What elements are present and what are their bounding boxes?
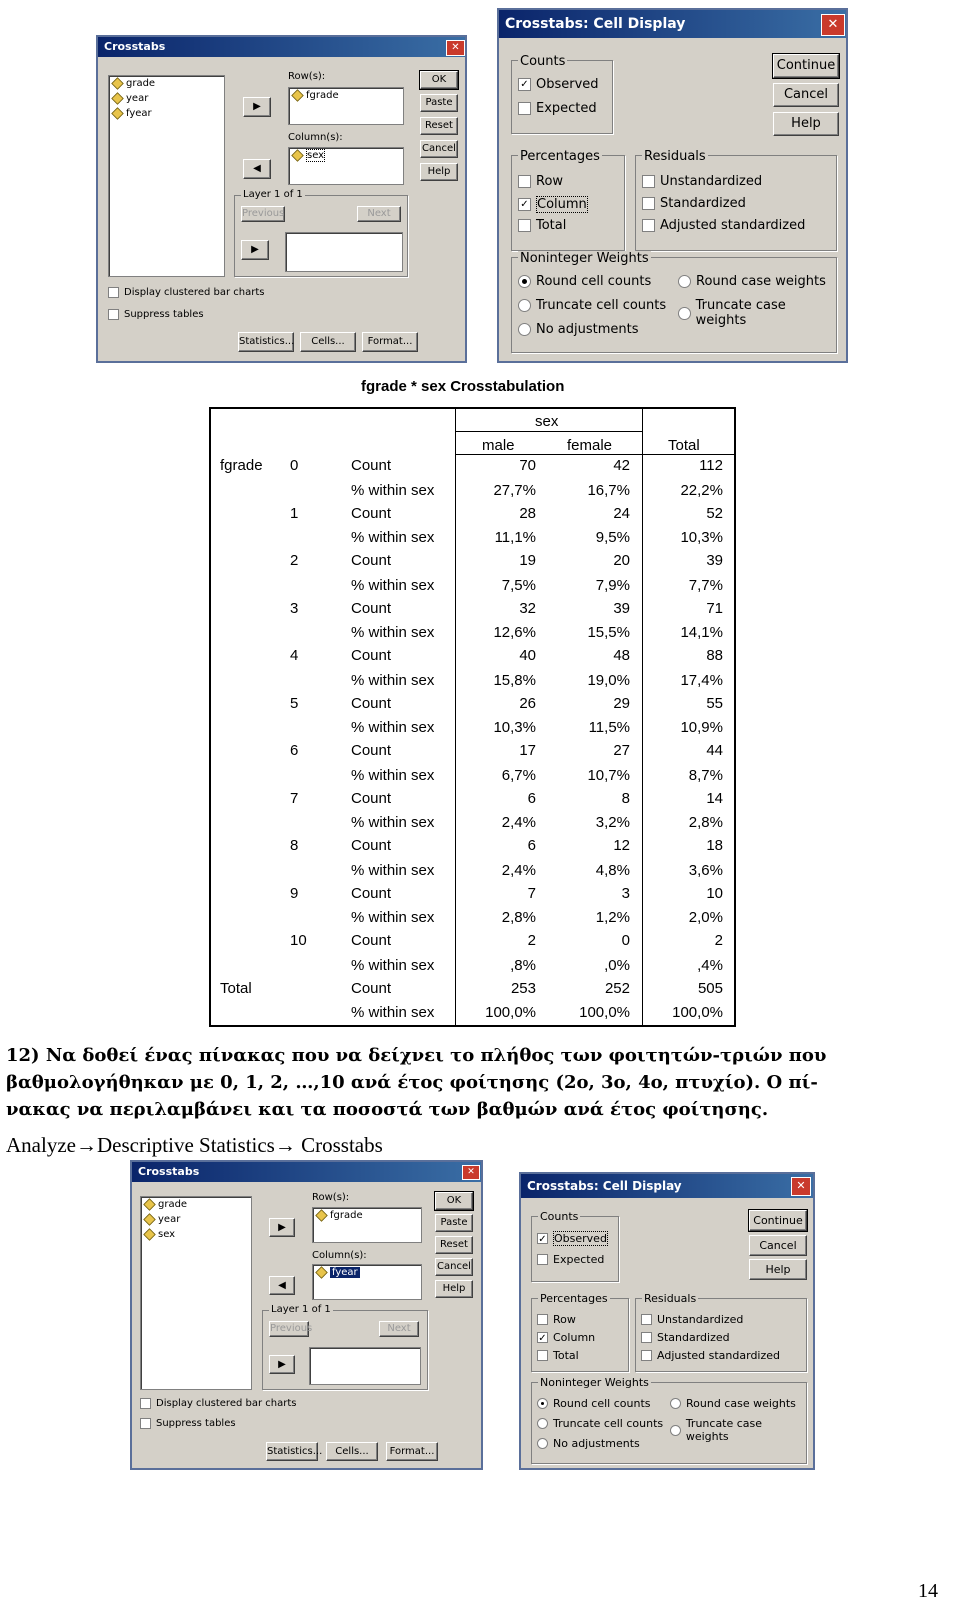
dialog-title: Crosstabs: Cell Display: [499, 10, 846, 38]
column-field[interactable]: [312, 1264, 422, 1300]
counts-group: Counts ✓ Observed Expected: [511, 60, 613, 134]
pct-cell: 7,7%: [688, 576, 723, 594]
count-cell: 14: [706, 789, 723, 807]
truncate-case-radio[interactable]: Truncate case weights: [670, 1417, 806, 1443]
count-cell: 55: [706, 694, 723, 712]
radio-dot[interactable]: [537, 1418, 548, 1429]
column-checkbox[interactable]: ✓ Column: [518, 196, 588, 213]
pct-cell: 16,7%: [587, 481, 630, 499]
variable-icon: [315, 1209, 327, 1221]
checkbox-box[interactable]: ✓: [538, 1234, 547, 1245]
grade-label: 7: [290, 789, 299, 807]
arrow-icon: →: [75, 1133, 97, 1157]
list-item[interactable]: grade: [141, 1197, 251, 1212]
round-cell-radio[interactable]: Round cell counts: [537, 1397, 651, 1410]
standardized-checkbox[interactable]: Standardized: [642, 196, 746, 211]
count-cell: 3: [621, 884, 630, 902]
pct-cell: 10,3%: [680, 529, 723, 547]
cancel-button[interactable]: Cancel: [749, 1235, 807, 1256]
no-adjustments-radio[interactable]: No adjustments: [518, 322, 639, 337]
cancel-button[interactable]: Cancel: [773, 83, 839, 107]
checkbox-box[interactable]: [140, 1398, 151, 1409]
round-cell-radio[interactable]: Round cell counts: [518, 274, 651, 289]
checkbox-box[interactable]: [641, 1332, 652, 1343]
residuals-group: Residuals Unstandardized Standardized Adjusted standardized: [635, 1298, 807, 1372]
variable-icon: [143, 1228, 155, 1240]
cancel-button[interactable]: Cancel: [420, 140, 458, 158]
pct-cell: 3,6%: [688, 861, 723, 879]
count-label: Count: [351, 694, 392, 712]
pct-cell: 11,5%: [588, 719, 630, 737]
suppress-tables-checkbox[interactable]: Suppress tables: [108, 309, 204, 320]
radio-dot[interactable]: [670, 1398, 681, 1409]
count-cell: 20: [613, 552, 630, 569]
truncate-case-radio[interactable]: Truncate case weights: [678, 298, 836, 328]
column-field[interactable]: [288, 147, 404, 185]
counts-group: Counts ✓ Observed Expected: [531, 1216, 619, 1282]
count-cell: 24: [613, 504, 630, 522]
pct-cell: 10,3%: [493, 719, 536, 737]
columns-label: Column(s):: [288, 132, 343, 143]
close-icon[interactable]: ✕: [821, 14, 845, 36]
count-cell: 32: [519, 599, 536, 617]
statistics-button[interactable]: Statistics...: [238, 332, 294, 352]
count-label: Count: [351, 599, 392, 617]
count-label: Count: [351, 932, 392, 949]
total-checkbox[interactable]: Total: [537, 1349, 579, 1362]
pct-cell: 100,0%: [672, 1004, 723, 1022]
help-button[interactable]: Help: [435, 1280, 473, 1298]
variable-list[interactable]: [140, 1196, 252, 1390]
pct-label: % within sex: [351, 624, 435, 642]
count-label: Count: [351, 647, 392, 664]
help-button[interactable]: Help: [420, 163, 458, 181]
move-row-button[interactable]: ▶: [243, 97, 271, 117]
checkbox-box[interactable]: [642, 175, 655, 188]
pct-label: % within sex: [351, 956, 435, 974]
count-cell: 0: [621, 932, 630, 949]
total-row-label: Total: [220, 979, 252, 997]
checkbox-box[interactable]: ✓: [538, 1333, 547, 1344]
checkbox-box[interactable]: [642, 219, 655, 232]
pct-cell: 2,4%: [501, 861, 536, 879]
paste-button[interactable]: Paste: [420, 94, 458, 112]
move-col-button[interactable]: ◀: [243, 159, 271, 179]
truncate-cell-radio[interactable]: Truncate cell counts: [518, 298, 666, 313]
grade-label: 4: [290, 647, 299, 664]
previous-button[interactable]: Previous: [241, 206, 285, 222]
pct-cell: ,8%: [510, 956, 536, 974]
pct-cell: ,0%: [604, 956, 630, 974]
round-case-radio[interactable]: Round case weights: [678, 274, 826, 289]
radio-dot[interactable]: [670, 1425, 681, 1436]
list-item[interactable]: fgrade: [313, 1208, 421, 1223]
pct-label: % within sex: [351, 766, 435, 784]
checkbox-box[interactable]: [642, 197, 655, 210]
exercise-line: νακας να περιλαμβάνει και τα ποσοστά των βαθμών ανά έτος φοίτησης.: [6, 1099, 769, 1120]
clustered-bar-checkbox[interactable]: Display clustered bar charts: [108, 287, 264, 298]
adjusted-standardized-checkbox[interactable]: Adjusted standardized: [641, 1349, 780, 1362]
variable-icon: [291, 89, 303, 101]
pct-cell: 11,1%: [494, 529, 536, 547]
pct-label: % within sex: [351, 576, 435, 594]
radio-dot[interactable]: [518, 323, 531, 336]
exercise-line: βαθμολογήθηκαν με 0, 1, 2, …,10 ανά έτος φοίτησης (2ο, 3ο, 4ο, πτυχίο). Ο πί-: [6, 1072, 818, 1093]
grade-label: 2: [290, 552, 299, 569]
count-cell: 17: [519, 742, 536, 759]
list-item[interactable]: sex: [289, 148, 403, 163]
pct-cell: 7,9%: [595, 576, 630, 594]
total-checkbox[interactable]: Total: [518, 218, 566, 233]
pct-cell: 2,0%: [688, 909, 723, 927]
variable-list[interactable]: [108, 75, 225, 277]
radio-dot[interactable]: [537, 1438, 548, 1449]
count-cell: 88: [706, 647, 723, 664]
expected-checkbox[interactable]: Expected: [537, 1253, 604, 1266]
cancel-button[interactable]: Cancel: [435, 1258, 473, 1276]
pct-label: % within sex: [351, 481, 435, 499]
columns-label: Column(s):: [312, 1250, 367, 1261]
count-label: Count: [351, 504, 392, 522]
count-cell: 39: [706, 552, 723, 569]
grade-label: 1: [290, 504, 299, 522]
count-cell: 44: [706, 742, 723, 759]
reset-button[interactable]: Reset: [420, 117, 458, 135]
table-title: fgrade * sex Crosstabulation: [361, 378, 565, 395]
pct-cell: 17,4%: [680, 671, 723, 689]
pct-cell: 6,7%: [501, 766, 536, 784]
pct-cell: 2,4%: [501, 814, 536, 832]
variable-icon: [111, 92, 123, 104]
count-cell: 7: [527, 884, 536, 902]
layer-group: Layer 1 of 1 Previous Next ▶: [234, 195, 408, 277]
truncate-cell-radio[interactable]: Truncate cell counts: [537, 1417, 663, 1430]
dialog-title: Crosstabs: [98, 37, 465, 57]
count-cell: 70: [519, 457, 536, 474]
grade-label: 0: [290, 457, 299, 474]
pct-cell: 27,7%: [493, 481, 536, 499]
count-cell: 2: [714, 932, 723, 949]
list-item[interactable]: year: [141, 1212, 251, 1227]
total-header: Total: [668, 437, 700, 454]
previous-button[interactable]: Previous: [269, 1321, 309, 1337]
residuals-group: Residuals Unstandardized Standardized Adjusted standardized: [635, 155, 837, 251]
ok-button[interactable]: OK: [420, 71, 458, 89]
list-item[interactable]: fyear: [313, 1265, 421, 1280]
count-label: Count: [351, 457, 392, 474]
pct-cell: ,4%: [697, 956, 723, 974]
adjusted-standardized-checkbox[interactable]: Adjusted standardized: [642, 218, 805, 233]
percentages-group: Percentages Row ✓ Column Total: [511, 155, 625, 251]
list-item[interactable]: grade: [109, 76, 224, 91]
row-field[interactable]: [312, 1207, 422, 1243]
pct-label: % within sex: [351, 1004, 435, 1022]
dialog-title: Crosstabs: Cell Display: [521, 1174, 813, 1198]
variable-icon: [111, 77, 123, 89]
percentages-group: Percentages Row ✓ Column Total: [531, 1298, 629, 1372]
crosstab-table: [209, 407, 736, 1027]
row-checkbox[interactable]: Row: [518, 174, 563, 189]
format-button[interactable]: Format...: [386, 1442, 438, 1461]
female-header: female: [567, 437, 613, 454]
layer-field[interactable]: [309, 1347, 421, 1385]
paste-button[interactable]: Paste: [435, 1214, 473, 1232]
pct-cell: 10,7%: [587, 766, 630, 784]
count-cell: 10: [706, 884, 723, 902]
count-cell: 27: [613, 742, 630, 759]
count-cell: 505: [697, 979, 723, 997]
grade-label: 5: [290, 694, 299, 712]
pct-cell: 2,8%: [688, 814, 723, 832]
checkbox-box[interactable]: [518, 219, 531, 232]
cell-display-dialog: [497, 8, 848, 363]
checkbox-box[interactable]: [518, 175, 531, 188]
next-button[interactable]: Next: [357, 206, 401, 222]
count-cell: 52: [706, 504, 723, 522]
help-button[interactable]: Help: [773, 112, 839, 136]
count-cell: 8: [621, 789, 630, 807]
checkbox-box[interactable]: [537, 1350, 548, 1361]
count-cell: 6: [527, 789, 536, 807]
noninteger-weights-group: Noninteger Weights Round cell counts Round case weights Truncate cell counts Truncate case weights No adjustments: [511, 257, 837, 353]
count-cell: 28: [519, 504, 536, 522]
close-icon[interactable]: ✕: [462, 1165, 480, 1180]
count-cell: 40: [519, 647, 536, 664]
count-cell: 2: [527, 932, 536, 949]
close-icon[interactable]: ✕: [446, 40, 465, 56]
pct-cell: 8,7%: [688, 766, 723, 784]
radio-dot[interactable]: [518, 275, 531, 288]
pct-label: % within sex: [351, 671, 435, 689]
grade-label: 6: [290, 742, 299, 759]
statistics-button[interactable]: Statistics...: [266, 1442, 318, 1461]
pct-label: % within sex: [351, 719, 435, 737]
dialog-title: Crosstabs: [132, 1162, 481, 1182]
radio-dot[interactable]: [537, 1398, 548, 1409]
checkbox-box[interactable]: [641, 1350, 652, 1361]
sex-header: sex: [535, 413, 559, 430]
pct-cell: 100,0%: [579, 1004, 630, 1022]
layer-field[interactable]: [285, 232, 403, 272]
pct-cell: 15,5%: [587, 624, 630, 642]
list-item[interactable]: fgrade: [289, 88, 403, 103]
variable-icon: [291, 149, 303, 161]
crosstabs-dialog: [96, 35, 467, 363]
pct-cell: 1,2%: [595, 909, 630, 927]
count-cell: 42: [613, 457, 630, 474]
move-row-button[interactable]: ▶: [269, 1218, 295, 1237]
count-cell: 26: [519, 694, 536, 712]
grade-label: 9: [290, 884, 299, 902]
count-cell: 18: [706, 837, 723, 854]
column-checkbox[interactable]: ✓ Column: [538, 1331, 596, 1344]
pct-cell: 10,9%: [680, 719, 723, 737]
radio-dot[interactable]: [678, 275, 691, 288]
pct-cell: 4,8%: [595, 861, 630, 879]
male-header: male: [482, 437, 515, 454]
arrow-icon: →: [274, 1133, 296, 1157]
checkbox-box[interactable]: [641, 1314, 652, 1325]
exercise-line: 12) Να δοθεί ένας πίνακας που να δείχνει το πλήθος των φοιτητών-τριών που: [6, 1045, 827, 1066]
checkbox-box[interactable]: ✓: [518, 78, 531, 91]
cells-button[interactable]: Cells...: [326, 1442, 378, 1461]
radio-dot[interactable]: [678, 307, 691, 320]
count-label: Count: [351, 789, 392, 807]
pct-label: % within sex: [351, 529, 435, 547]
count-label: Count: [351, 837, 392, 854]
expected-checkbox[interactable]: Expected: [518, 101, 597, 116]
pct-cell: 22,2%: [680, 481, 723, 499]
checkbox-box[interactable]: [537, 1254, 548, 1265]
pct-cell: 2,8%: [501, 909, 536, 927]
close-icon[interactable]: ✕: [791, 1177, 811, 1196]
list-item[interactable]: fyear: [109, 106, 224, 121]
count-cell: 48: [613, 647, 630, 664]
continue-button[interactable]: Continue: [773, 54, 839, 78]
variable-icon: [315, 1266, 327, 1278]
grade-label: 3: [290, 599, 299, 617]
count-cell: 19: [519, 552, 536, 569]
noninteger-weights-group: Noninteger Weights Round cell counts Round case weights Truncate cell counts Truncate case weights No adjustments: [531, 1382, 807, 1464]
pct-label: % within sex: [351, 814, 435, 832]
checkbox-box[interactable]: [108, 309, 119, 320]
help-button[interactable]: Help: [749, 1259, 807, 1280]
move-layer-button[interactable]: ▶: [241, 240, 269, 260]
checkbox-box[interactable]: [518, 102, 531, 115]
pct-cell: 19,0%: [587, 671, 630, 689]
pct-cell: 7,5%: [501, 576, 536, 594]
pct-label: % within sex: [351, 861, 435, 879]
standardized-checkbox[interactable]: Standardized: [641, 1331, 730, 1344]
checkbox-box[interactable]: ✓: [518, 198, 531, 211]
row-var-label: fgrade: [220, 457, 263, 474]
crosstabs-dialog-2: [130, 1160, 483, 1470]
count-cell: 252: [604, 979, 630, 997]
variable-icon: [111, 107, 123, 119]
pct-cell: 9,5%: [595, 529, 630, 547]
count-cell: 253: [510, 979, 536, 997]
exercise-text: [6, 1042, 946, 1123]
grade-label: 10: [290, 932, 307, 949]
pct-cell: 12,6%: [493, 624, 536, 642]
variable-icon: [143, 1198, 155, 1210]
reset-button[interactable]: Reset: [435, 1236, 473, 1254]
pct-cell: 100,0%: [485, 1004, 536, 1022]
round-case-radio[interactable]: Round case weights: [670, 1397, 796, 1410]
unstandardized-checkbox[interactable]: Unstandardized: [641, 1313, 743, 1326]
continue-button[interactable]: Continue: [749, 1210, 807, 1231]
count-cell: 39: [613, 599, 630, 617]
next-button[interactable]: Next: [379, 1321, 419, 1337]
no-adjustments-radio[interactable]: No adjustments: [537, 1437, 640, 1450]
row-field[interactable]: [288, 87, 404, 125]
page-number: 14: [918, 1580, 938, 1602]
count-cell: 6: [527, 837, 536, 854]
rows-label: Row(s):: [312, 1192, 350, 1203]
unstandardized-checkbox[interactable]: Unstandardized: [642, 174, 762, 189]
move-col-button[interactable]: ◀: [269, 1276, 295, 1295]
variable-icon: [143, 1213, 155, 1225]
checkbox-box[interactable]: [108, 287, 119, 298]
observed-checkbox[interactable]: ✓ Observed: [518, 77, 599, 92]
pct-cell: 3,2%: [595, 814, 630, 832]
pct-cell: 15,8%: [493, 671, 536, 689]
count-cell: 112: [699, 457, 723, 474]
suppress-tables-checkbox[interactable]: Suppress tables: [140, 1418, 236, 1429]
count-label: Count: [351, 979, 392, 997]
move-layer-button[interactable]: ▶: [269, 1355, 295, 1374]
menu-path: Analyze→Descriptive Statistics→ Crosstabs: [6, 1133, 383, 1157]
list-item[interactable]: year: [109, 91, 224, 106]
format-button[interactable]: Format...: [362, 332, 418, 352]
count-label: Count: [351, 884, 392, 902]
grade-label: 8: [290, 837, 299, 854]
count-cell: 29: [613, 694, 630, 712]
cells-button[interactable]: Cells...: [300, 332, 356, 352]
count-cell: 71: [706, 599, 723, 617]
rows-label: Row(s):: [288, 71, 326, 82]
count-cell: 12: [613, 837, 630, 854]
ok-button[interactable]: OK: [435, 1192, 473, 1210]
count-label: Count: [351, 552, 392, 569]
checkbox-box[interactable]: [140, 1418, 151, 1429]
pct-label: % within sex: [351, 909, 435, 927]
observed-checkbox[interactable]: ✓ Observed: [538, 1232, 607, 1245]
pct-cell: 14,1%: [680, 624, 723, 642]
radio-dot[interactable]: [518, 299, 531, 312]
list-item[interactable]: sex: [141, 1227, 251, 1242]
checkbox-box[interactable]: [537, 1314, 548, 1325]
cell-display-dialog-2: [519, 1172, 815, 1470]
row-checkbox[interactable]: Row: [537, 1313, 576, 1326]
count-label: Count: [351, 742, 392, 759]
layer-group: Layer 1 of 1 Previous Next ▶: [262, 1310, 428, 1390]
clustered-bar-checkbox[interactable]: Display clustered bar charts: [140, 1398, 296, 1409]
